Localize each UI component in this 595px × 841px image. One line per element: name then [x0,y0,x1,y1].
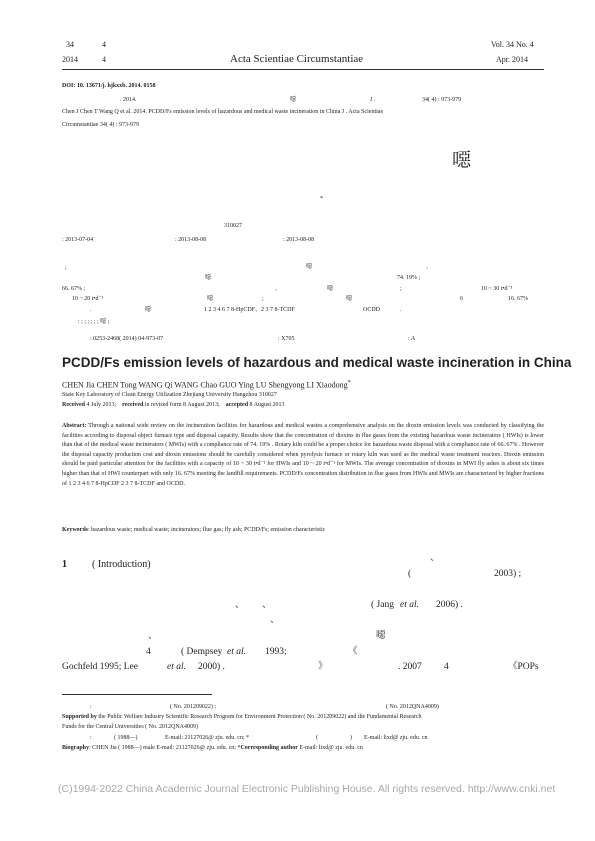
journal-name: Acta Scientiae Circumstantiae [230,53,364,65]
authors-en: CHEN Jia CHEN Tong WANG Qi WANG Chao GUO Ying LU Shengyong LI Xiaodong* [62,380,351,390]
abstract-en: Abstract: Through a national wide review on the incineration facilities for hazardous and medical wastes a comprehensive analysis on the dioxin emission levels was conducted by classifying the facilities according to disposal object furnace type and disposal capacity. Results show that the concentration of dioxins in flue gases from the existing hazardous waste incinerators ( HWIs) is lower than that of the medical waste incinerators ( MWIs) with a compliance rate of 74. 19% . Rotary kiln could be a proper choice for hazardous waste disposal with a compliance rate of 66. 67% . However the disposal capacity production cost and dioxin emissions should be carefully considered when pyrolysis furnace or rotary kiln was used as the medical waste treatment reactors. Dioxin emission should be paid particular attention for the facilities with a capacity of 10 ~ 30 t•d⁻¹ for HWIs and 10 ~ 20 t•d⁻¹ for MWIs. The average concentration of dioxins in MWI fly ashes is about six times higher than that of HWI counterpart with only 16. 67% meeting the landfill requirements. PCDD/Fs concentration distribution in flue gases from HWIs and MWIs are characterized by higher fractions of 1 2 3 4 6 7 8-HpCDF 2 3 7 8-TCDF and OCDD. [62,423,544,487]
title-cn-glyph: 噁 [452,150,472,171]
header-volume-en: Vol. 34 No. 4 [491,40,534,49]
header-issue-cn: 4 [102,40,106,49]
affiliation-en: State Key Laboratory of Clean Energy Utilization Zhejiang University Hangzhou 310027 [62,392,277,398]
affil-cn-postcode: 310027 [224,223,242,229]
keywords-en: Keywords: hazardous waste; medical waste; incinerators; flue gas; fly ash; PCDD/Fs; emission characteristic [62,527,326,533]
footnote-rule [62,694,212,695]
title-en: PCDD/Fs emission levels of hazardous and medical waste incineration in China [62,355,572,370]
dates-en: Received 4 July 2013; received in revised form 8 August 2013; accepted 8 August 2013 [62,402,285,408]
header-rule [62,69,544,70]
header-month-cn: 4 [102,55,106,64]
section-number: 1 [62,559,67,570]
header-volume-cn: 34 [66,40,74,49]
title-cn-footnote-mark: * [320,196,323,202]
doi: DOI: 10. 13671/j. hjkxxb. 2014. 0158 [62,83,156,89]
section-heading: ( Introduction) [92,559,151,570]
header-date-en: Apr. 2014 [496,55,528,64]
header-year-cn: 2014 [62,55,78,64]
cnki-watermark: (C)1994-2022 China Academic Journal Electronic Publishing House. All rights reserved. http://www.cnki.net [58,783,556,795]
